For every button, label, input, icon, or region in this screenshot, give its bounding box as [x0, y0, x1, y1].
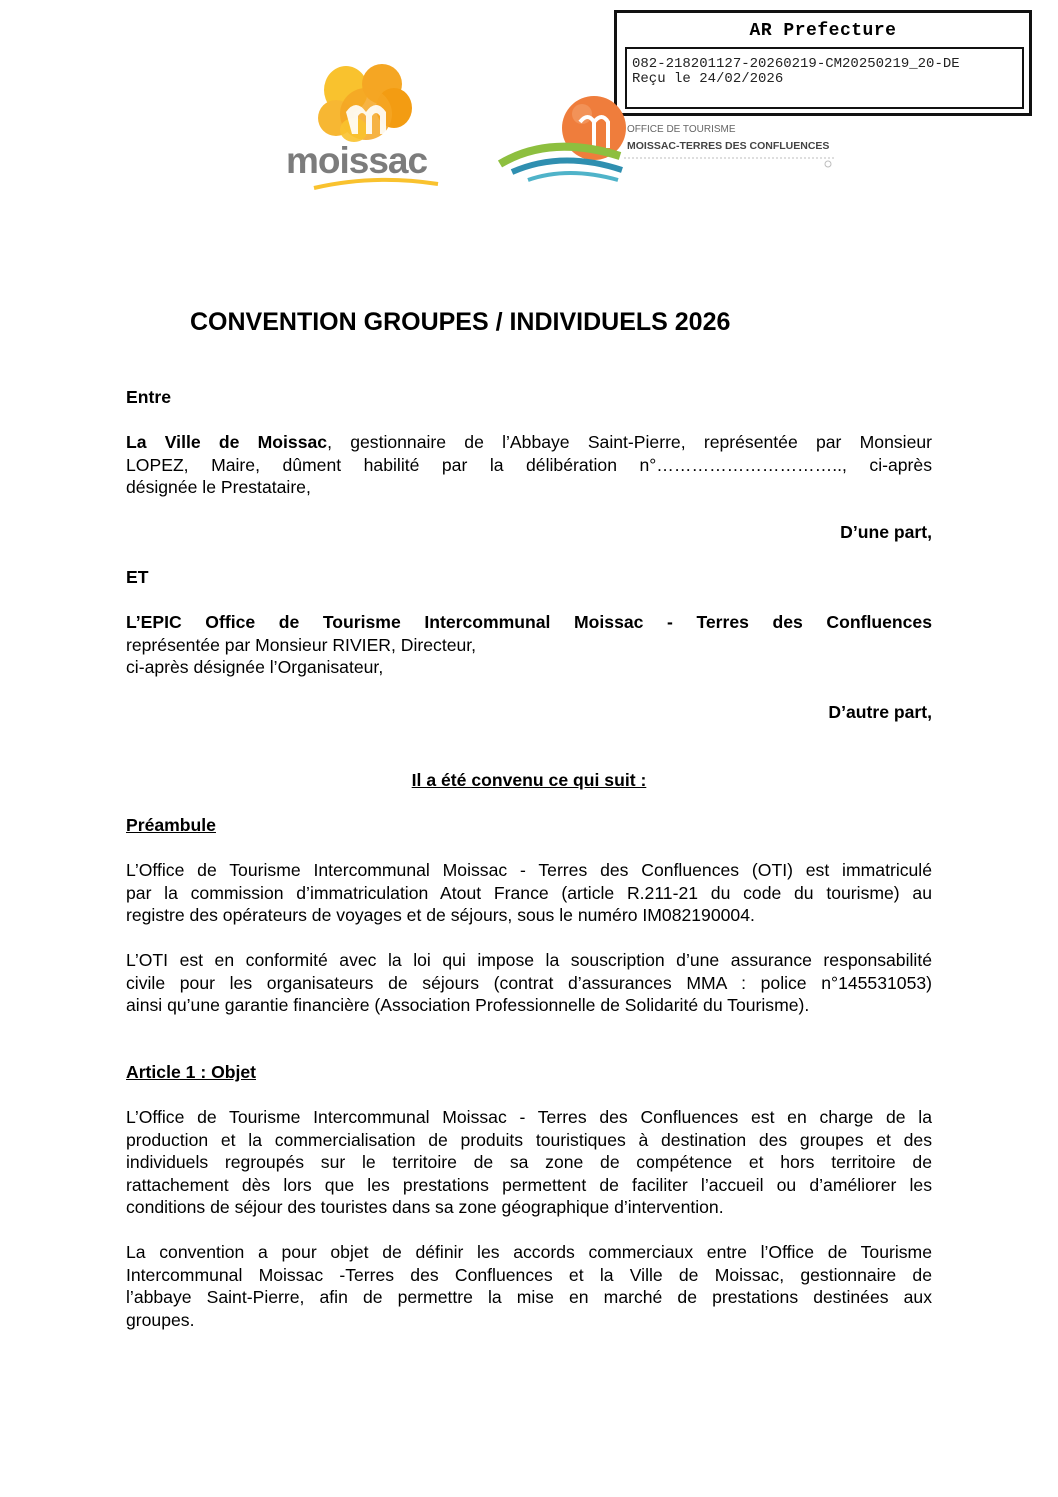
- article1-p1-line4: rattachement dès lors que les prestations permettent de faciliter l’accueil ou d’améliorer les: [126, 1174, 932, 1195]
- preambule-heading: [126, 814, 932, 837]
- article1-p2-line2: Intercommunal Moissac -Terres des Confluences et la Ville de Moissac, gestionnaire de: [126, 1264, 932, 1285]
- entre-label: Entre: [126, 387, 171, 407]
- article1-p2-line1: La convention a pour objet de définir les accords commerciaux entre l’Office de Tourisme: [126, 1242, 932, 1262]
- article1-paragraph-2: [126, 1241, 932, 1331]
- et-label: ET: [126, 567, 149, 587]
- article1-heading-text: Article 1 : Objet: [126, 1062, 257, 1082]
- stamp-reference-number: 082-218201127-20260219-CM20250219_20-DE: [632, 56, 960, 72]
- article1-p2-line4: groupes.: [126, 1309, 195, 1330]
- office-tourisme-name: MOISSAC-TERRES DES CONFLUENCES: [627, 140, 830, 152]
- party1-line1-text: , gestionnaire de l’Abbaye Saint-Pierre, représentée par Monsieur: [327, 432, 932, 452]
- preambule-p2-line2: civile pour les organisateurs de séjours (contrat d’assurances MMA : police n°145531053): [126, 972, 932, 993]
- une-part-label: D’une part,: [840, 522, 932, 542]
- party1-paragraph: [126, 431, 932, 499]
- party2-line2: représentée par Monsieur RIVIER, Directeur,: [126, 634, 477, 655]
- document-title: CONVENTION GROUPES / INDIVIDUELS 2026: [190, 308, 731, 336]
- autre-part-label: D’autre part,: [828, 702, 932, 722]
- preambule-p2-line1: L’OTI est en conformité avec la loi qui impose la souscription d’une assurance responsabilité: [126, 950, 932, 970]
- party2-line3: ci-après désignée l’Organisateur,: [126, 657, 384, 677]
- preambule-p1-line3: registre des opérateurs de voyages et de séjours, sous le numéro IM082190004.: [126, 905, 755, 925]
- office-tourisme-label: OFFICE DE TOURISME: [627, 124, 736, 135]
- preambule-p2-line3: ainsi qu’une garantie financière (Association Professionnelle de Solidarité du Tourisme).: [126, 995, 810, 1015]
- preambule-p1-line1: L’Office de Tourisme Intercommunal Moissac - Terres des Confluences (OTI) est immatriculé: [126, 860, 932, 880]
- party1-line3: désignée le Prestataire,: [126, 477, 311, 497]
- article1-paragraph-1: [126, 1106, 932, 1219]
- convenu-heading: [126, 769, 932, 792]
- convenu-text: Il a été convenu ce qui suit :: [411, 770, 647, 790]
- moissac-logo-wordmark: moissac: [286, 140, 428, 181]
- article1-heading: [126, 1061, 932, 1084]
- article1-p1-line3: individuels regroupés sur le territoire de sa zone de compétence et hors territoire de: [126, 1152, 932, 1172]
- article1-p1-line1: L’Office de Tourisme Intercommunal Moissac - Terres des Confluences est en charge de la: [126, 1107, 932, 1127]
- party2-paragraph: [126, 611, 932, 679]
- party1-line2: LOPEZ, Maire, dûment habilité par la délibération n°………………………….., ci-après: [126, 454, 932, 475]
- article1-p1-line5: conditions de séjour des touristes dans sa zone géographique d’intervention.: [126, 1197, 724, 1217]
- preambule-p1-line2: par la commission d’immatriculation Atout France (article R.211-21 du code du tourisme) au: [126, 882, 932, 903]
- stamp-title: AR Prefecture: [749, 21, 897, 41]
- article1-p1-line2: production et la commercialisation de produits touristiques à destination des groupes et des: [126, 1129, 932, 1150]
- preambule-paragraph-2: [126, 949, 932, 1017]
- article1-p2-line3: l’abbaye Saint-Pierre, afin de permettre la mise en marché de prestations destinées aux: [126, 1287, 932, 1307]
- preambule-heading-text: Préambule: [126, 815, 216, 835]
- party1-name: La Ville de Moissac: [126, 432, 328, 452]
- stamp-received-date: Reçu le 24/02/2026: [632, 71, 784, 87]
- preambule-paragraph-1: [126, 859, 932, 927]
- party2-name: L’EPIC Office de Tourisme Intercommunal Moissac - Terres des Confluences: [126, 612, 932, 632]
- party1-line1: [126, 431, 932, 454]
